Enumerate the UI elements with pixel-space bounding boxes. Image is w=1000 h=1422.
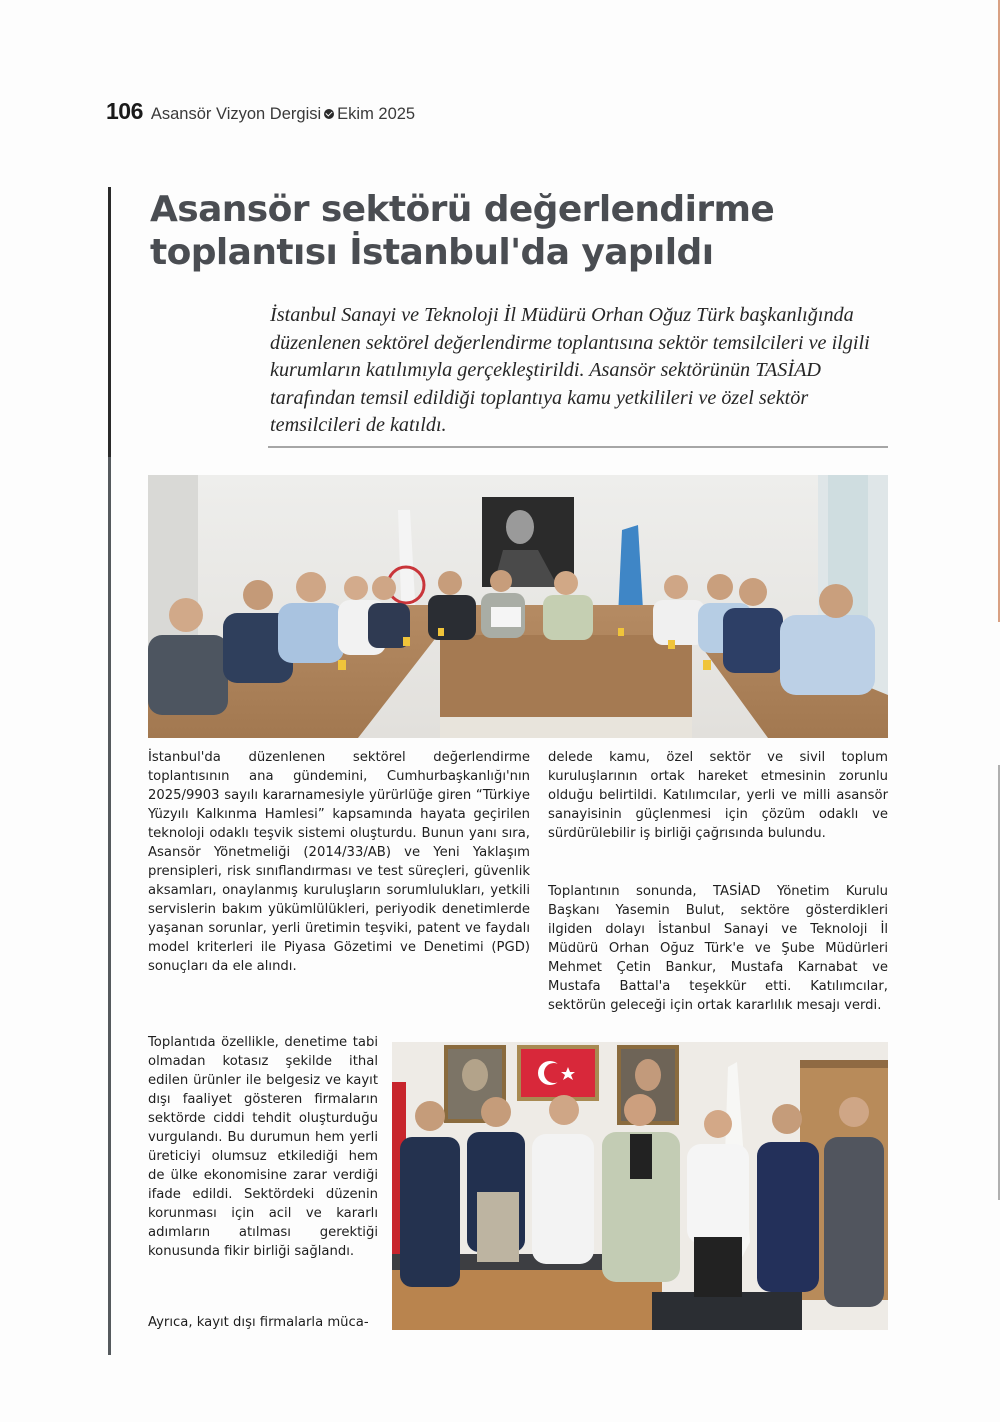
paragraph-1: İstanbul'da düzenlenen sektörel değerlendirme toplantısının ana gündemini, Cumhurbaşkanlığı'nın 2025/9903 sayılı kararnamesiyle yürürlüğe giren “Türkiye Yüzyılı Kalkınma Hamlesi” kapsamında hayata geçirilen teknoloji odaklı teşvik sistemi oluşturdu. Bunun yanı sıra, Asansör Yönetmeliği (2014/33/AB) ve Yeni Yaklaşım prensipleri, risk sınıflandırması ve test süreçleri, güvenlik aksamları, onaylanmış kuruluşların sorumlulukları, yetkili servislerin bakım yükümlülükleri, periyodik denetimlerde yaşanan sorunlar, yerli üretimin teşviki, patent ve faydalı model kriterleri ile Piyasa Gözetimi ve Denetimi (PGD) sonuçları da ele alındı. [148, 750, 530, 974]
left-margin-rule-gray [108, 457, 111, 1355]
meeting-photo [148, 475, 888, 738]
running-header [106, 98, 415, 128]
article-title-line-2: toplantısı İstanbul'da yapıldı [150, 232, 714, 273]
body-column-1-part-2 [148, 1033, 378, 1261]
article-lede: İstanbul Sanayi ve Teknoloji İl Müdürü Orhan Oğuz Türk başkanlığında düzenlenen sektörel değerlendirme toplantısına sektör temsilcileri ve ilgili kurumların katılımıyla gerçekleştirildi. Asansör sektörünün TASİAD tarafından temsil edildiği toplantıya kamu yetkilileri ve özel sektör temsilcileri de katıldı. [270, 304, 870, 437]
paragraph-2: Toplantıda özellikle, denetime tabi olmadan kotasız şekilde ithal edilen ürünler ile belgesiz ve kayıt dışı faaliyet gösteren firmaların sektörde ciddi tehdit oluşturduğu vurgulandı. Bu durumun hem yerli üreticiyi olumsuz etkilediği hem de ülke ekonomisine zarar verdiği ifade edildi. Sektördeki düzenin korunması için acil ve kararlı adımların atılması gerektiği konusunda fikir birliği sağlandı. [148, 1035, 378, 1259]
group-photo [392, 1042, 888, 1330]
seated-participants-center [428, 570, 593, 640]
paragraph-3: Ayrıca, kayıt dışı firmalarla müca- [148, 1315, 369, 1330]
paragraph-5: Toplantının sonunda, TASİAD Yönetim Kurulu Başkanı Yasemin Bulut, sektöre gösterdikleri ilgiden dolayı İstanbul Sanayi ve Teknoloji İl Müdürü Orhan Oğuz Türk'e ve Şube Müdürleri Mehmet Çetin Bankur, Mustafa Karnabat ve Mustafa Battal'a teşekkür etti. Katılımcılar, sektörün geleceği için ortak kararlılık mesajı verdi. [548, 884, 888, 1013]
body-column-2-part-1 [548, 748, 888, 843]
left-margin-rule-dark [108, 187, 111, 457]
body-column-1-part-1 [148, 748, 530, 976]
group-photo-illustration [392, 1042, 888, 1330]
body-column-2-part-2 [548, 882, 888, 1015]
article-title-line-1: Asansör sektörü değerlendirme [150, 189, 775, 230]
issue-date: Ekim 2025 [337, 105, 416, 123]
paragraph-4: delede kamu, özel sektör ve sivil toplum kuruluşlarının ortak hareket etmesinin zorunlu olduğu belirtildi. Katılımcılar, yerli ve milli asansör sanayisinin güçlenmesi için çözüm odaklı ve sürdürülebilir iş birliği çağrısında bulundu. [548, 750, 888, 841]
meeting-photo-illustration [148, 475, 888, 738]
article-title [150, 188, 870, 274]
page-number: 106 [106, 98, 143, 124]
magazine-name: Asansör Vizyon Dergisi [150, 105, 322, 123]
check-circle-icon [324, 109, 334, 119]
lede-divider [268, 446, 888, 448]
body-column-1-part-3 [148, 1313, 378, 1332]
